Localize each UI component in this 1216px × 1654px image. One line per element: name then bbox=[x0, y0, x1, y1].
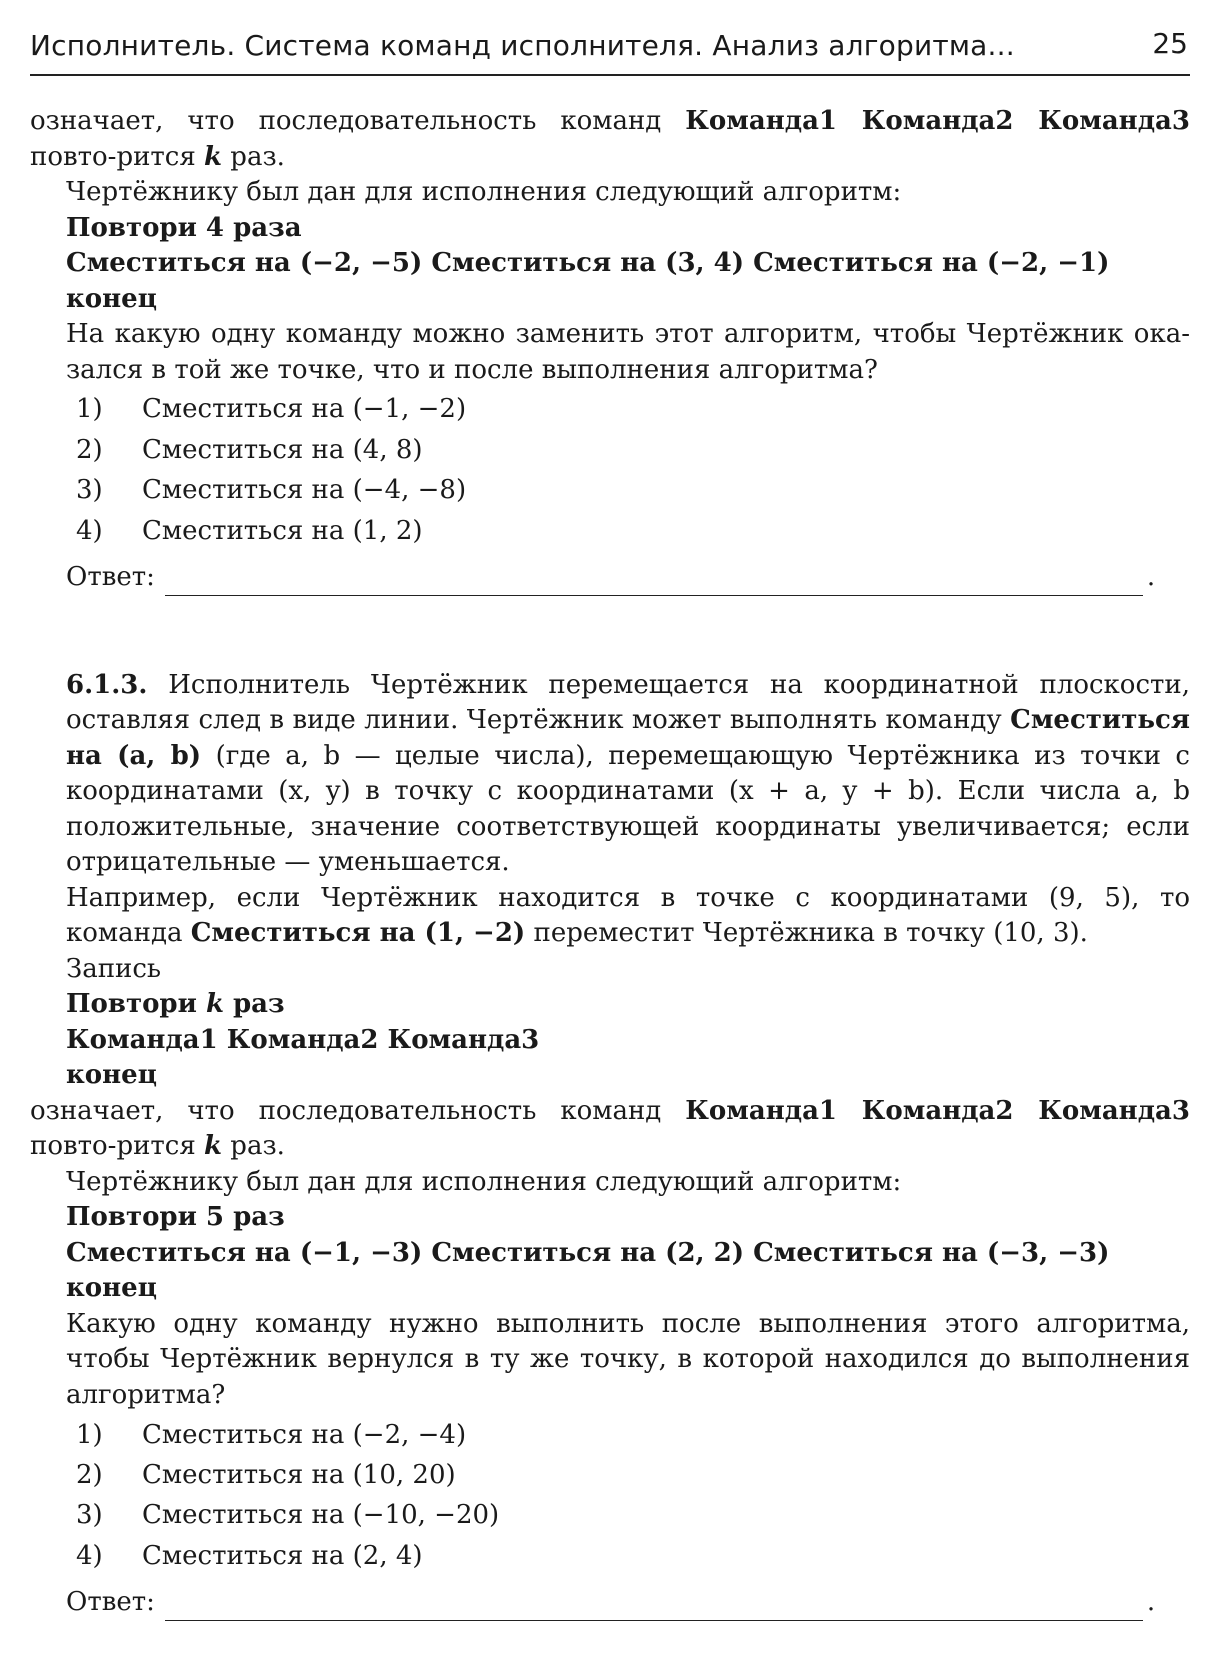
task1-answer: Ответ: . bbox=[30, 556, 1190, 596]
task1-continuation: означает, что последовательность команд Команда1 Команда2 Команда3 повто-рится k раз. bbox=[30, 106, 1190, 172]
task2-algo-end: конец bbox=[66, 1273, 157, 1304]
task2-statement: 6.1.3. Исполнитель Чертёжник перемещается на координатной плоскости, оставляя след в виде линии. Чертёжник может выполнять команду Сместиться на (a, b) (где a, b — целые числа), перемещающую Чертёжника из точки с координатами (x, y) в точку с координатами (x + a, y + b). Если числа a, b положительные, значение соответствующей координаты увеличивается; если отрицательные — уменьшается. bbox=[66, 669, 1190, 878]
task2-intro: Чертёжнику был дан для исполнения следующий алгоритм: bbox=[66, 1166, 902, 1197]
answer-line[interactable] bbox=[165, 569, 1143, 596]
answer-label: Ответ: bbox=[66, 562, 155, 593]
task1-question: На какую одну команду можно заменить этот алгоритм, чтобы Чертёжник ока-зался в той же точке, что и после выполнения алгоритма? bbox=[66, 319, 1190, 385]
task1-algo-commands: Сместиться на (−2, −5) Сместиться на (3, 4) Сместиться на (−2, −1) bbox=[66, 248, 1110, 278]
running-header bbox=[30, 26, 1190, 76]
task1-options bbox=[30, 390, 1190, 552]
task1-algo-repeat: Повтори 4 раза bbox=[66, 212, 302, 243]
task2-answer: Ответ: . bbox=[30, 1581, 1190, 1621]
task2-record-end: конец bbox=[66, 1060, 157, 1091]
task1-intro: Чертёжнику был дан для исполнения следующий алгоритм: bbox=[66, 177, 902, 207]
task2-option: 3) Сместиться на (−10, −20) bbox=[76, 1500, 500, 1531]
task2-option: 4) Сместиться на (2, 4) bbox=[76, 1540, 423, 1571]
task2-example: Например, если Чертёжник находится в точке с координатами (9, 5), то команда Сместиться на (1, −2) переместит Чертёжника в точку (10, 3). bbox=[66, 882, 1190, 949]
task2-algo-repeat: Повтори 5 раз bbox=[66, 1202, 285, 1233]
task2-record-repeat: Повтори k раз bbox=[66, 989, 285, 1020]
task1-option: 3) Сместиться на (−4, −8) bbox=[76, 475, 467, 506]
task1-option: 2) Сместиться на (4, 8) bbox=[76, 434, 423, 465]
page-number: 25 bbox=[1152, 27, 1188, 60]
task2-option: 2) Сместиться на (10, 20) bbox=[76, 1459, 456, 1490]
task1-option: 4) Сместиться на (1, 2) bbox=[76, 515, 423, 546]
task2-record-commands: Команда1 Команда2 Команда3 bbox=[66, 1024, 540, 1055]
header-title: Исполнитель. Система команд исполнителя. Анализ алгоритма... bbox=[30, 29, 1015, 62]
task2-options bbox=[30, 1415, 1190, 1577]
task2-question: Какую одну команду нужно выполнить после выполнения этого алгоритма, чтобы Чертёжник вернулся в ту же точку, в которой находился до выполнения алгоритма? bbox=[66, 1308, 1190, 1410]
task1-option: 1) Сместиться на (−1, −2) bbox=[76, 394, 467, 425]
task2-option: 1) Сместиться на (−2, −4) bbox=[76, 1419, 467, 1450]
task2-algo-commands: Сместиться на (−1, −3) Сместиться на (2, 2) Сместиться на (−3, −3) bbox=[66, 1237, 1110, 1268]
page-content bbox=[30, 104, 1190, 1621]
answer-line[interactable] bbox=[165, 1594, 1143, 1621]
task1-algo-end: конец bbox=[66, 283, 157, 314]
task2-record-label: Запись bbox=[66, 953, 162, 984]
task2-means: означает, что последовательность команд Команда1 Команда2 Команда3 повто-рится k раз. bbox=[30, 1095, 1190, 1162]
answer-label: Ответ: bbox=[66, 1587, 155, 1618]
